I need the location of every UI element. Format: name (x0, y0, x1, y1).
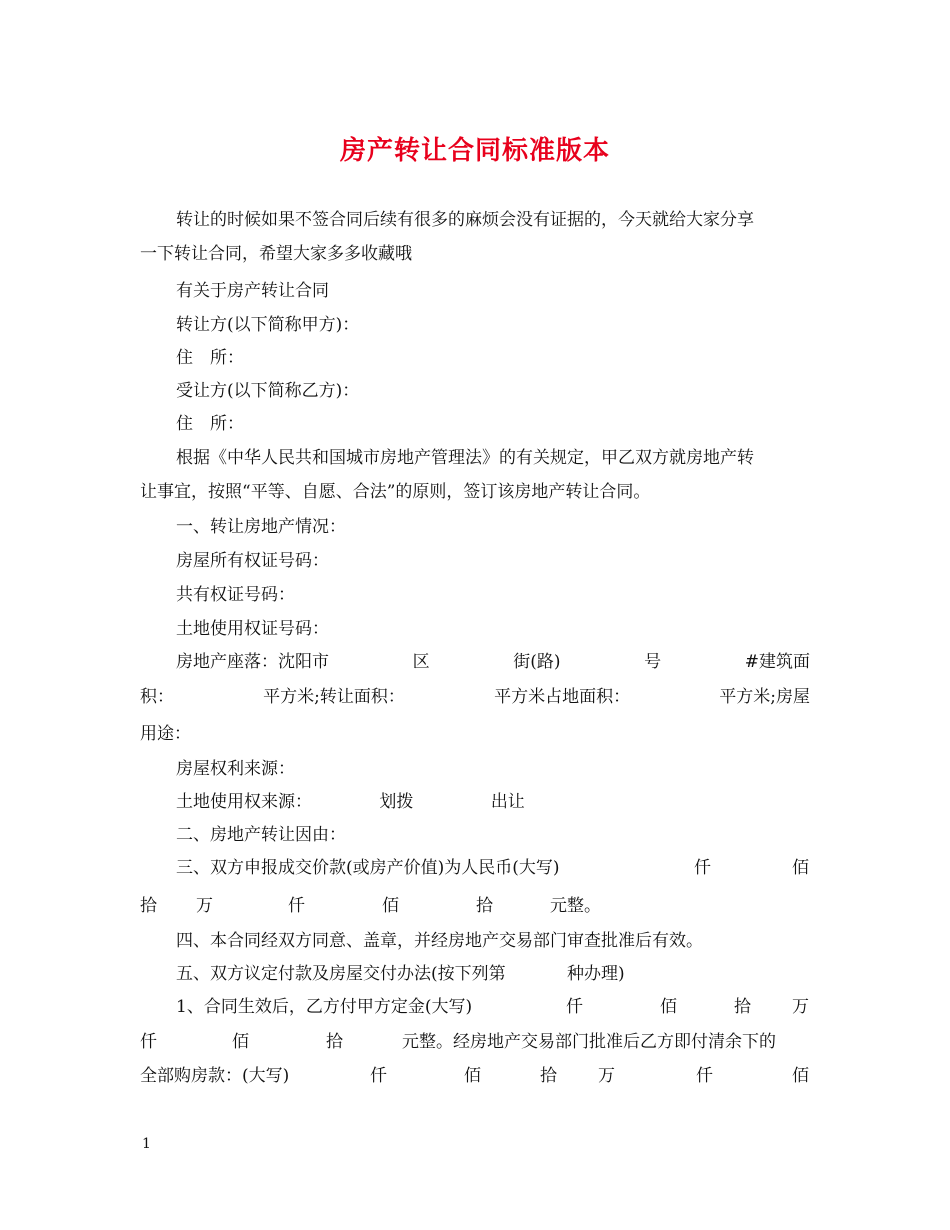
ownership-cert-line: 房屋所有权证号码： (176, 551, 329, 571)
section-3-qian: 仟 (694, 858, 711, 878)
payment-1-total-shi: 拾 (540, 1066, 557, 1086)
party-a-address: 住 所： (176, 348, 244, 368)
payment-1-row (176, 995, 810, 1019)
legal-basis-line-1: 根据《中华人民共和国城市房地产管理法》的有关规定，甲乙双方就房地产转 (176, 448, 754, 468)
section-3-row (176, 856, 810, 880)
land-source-transfer: 出让 (490, 792, 525, 812)
usage-line: 用途： (140, 724, 191, 744)
section-1-heading: 一、转让房地产情况： (176, 517, 346, 537)
party-b-label: 受让方(以下简称乙方)： (176, 381, 360, 401)
party-b-address: 住 所： (176, 414, 244, 434)
party-a-label: 转让方(以下简称甲方)： (176, 315, 360, 335)
section-5-suffix: 种办理) (567, 964, 625, 984)
payment-1-shi: 拾 (734, 997, 751, 1017)
page-number: 1 (142, 1136, 151, 1152)
payment-1-bai-2: 佰 (232, 1032, 249, 1052)
payment-1-total-bai: 佰 (464, 1066, 481, 1086)
section-heading: 有关于房产转让合同 (176, 281, 329, 301)
land-source-label: 土地使用权来源： (176, 792, 312, 812)
land-cert-line: 土地使用权证号码： (176, 619, 329, 639)
section-5-line (176, 962, 625, 986)
section-4-line: 四、本合同经双方同意、盖章，并经房地产交易部门审查批准后有效。 (176, 931, 703, 951)
payment-1-total-label: 全部购房款：(大写) (140, 1066, 290, 1086)
unit-end: 元整。 (550, 896, 601, 916)
location-building-area: #建筑面 (744, 652, 810, 672)
section-3-continuation (140, 894, 601, 918)
section-5-text: 五、双方议定付款及房屋交付办法(按下列第 (176, 964, 506, 984)
location-label: 房地产座落：沈阳市 (176, 652, 329, 672)
intro-line-2: 一下转让合同，希望大家多多收藏哦 (140, 244, 412, 264)
unit-shi: 拾 (140, 896, 157, 916)
area-row (140, 685, 810, 709)
payment-1-shi-2: 拾 (326, 1032, 343, 1052)
payment-1-total-wan: 万 (598, 1066, 615, 1086)
payment-1-bai: 佰 (660, 997, 677, 1017)
section-2-heading: 二、房地产转让因由： (176, 825, 346, 845)
co-ownership-cert-line: 共有权证号码： (176, 585, 295, 605)
payment-1-qian-2: 仟 (140, 1032, 157, 1052)
house-source-line: 房屋权利来源： (176, 759, 295, 779)
unit-qian: 仟 (288, 896, 305, 916)
document-title: 房产转让合同标准版本 (339, 136, 610, 166)
payment-1-total-bai-2: 佰 (792, 1066, 809, 1086)
location-row (176, 650, 810, 674)
payment-1-wan: 万 (792, 997, 809, 1017)
section-3-text: 三、双方申报成交价款(或房产价值)为人民币(大写) (176, 858, 560, 878)
land-source-row (176, 790, 525, 814)
unit-bai: 佰 (382, 896, 399, 916)
intro-line-1: 转让的时候如果不签合同后续有很多的麻烦会没有证据的，今天就给大家分享 (176, 210, 754, 230)
payment-1-total-qian: 仟 (370, 1066, 387, 1086)
unit-shi-2: 拾 (476, 896, 493, 916)
area-label: 积： (140, 687, 174, 707)
legal-basis-line-2: 让事宜，按照“平等、自愿、合法”的原则，签订该房地产转让合同。 (140, 482, 651, 502)
location-number: 号 (644, 652, 662, 672)
area-usage: 平方米;房屋 (719, 687, 810, 707)
location-street: 街(路) (513, 652, 561, 672)
land-source-allocation: 划拨 (379, 792, 414, 812)
payment-1-last-row (140, 1064, 809, 1088)
payment-1-continuation (140, 1030, 776, 1054)
payment-1-total-qian-2: 仟 (696, 1066, 713, 1086)
location-district: 区 (412, 652, 430, 672)
section-3-bai: 佰 (792, 858, 809, 878)
unit-wan: 万 (196, 896, 213, 916)
payment-1-text: 1、合同生效后，乙方付甲方定金(大写) (176, 997, 473, 1017)
area-transfer: 平方米;转让面积： (263, 687, 405, 707)
payment-1-remainder: 元整。经房地产交易部门批准后乙方即付清余下的 (402, 1032, 776, 1052)
payment-1-qian: 仟 (566, 997, 583, 1017)
area-land: 平方米占地面积： (494, 687, 631, 707)
